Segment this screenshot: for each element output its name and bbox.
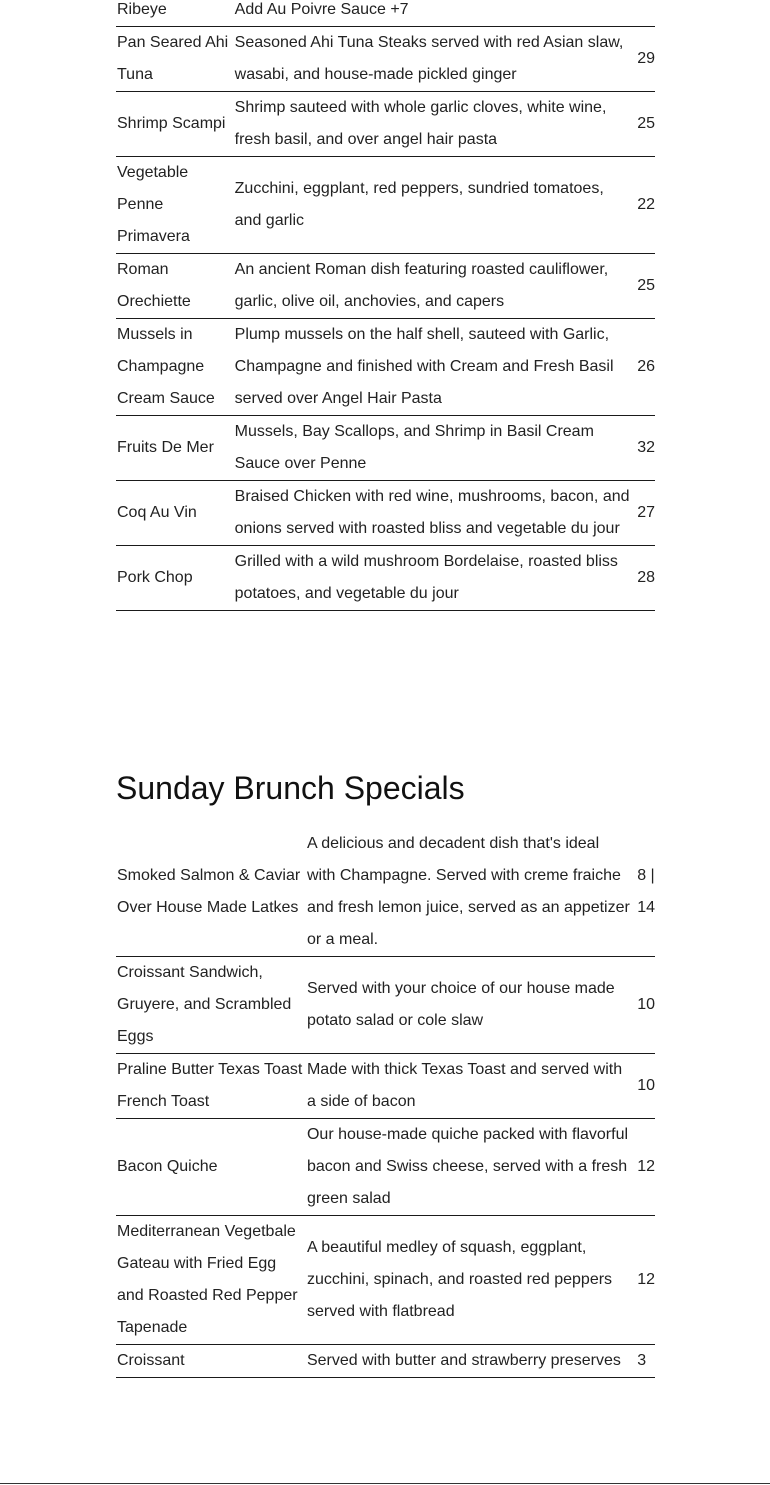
dish-price: 28 — [631, 546, 655, 611]
menu-item-row — [116, 254, 655, 319]
menu-item-row — [116, 157, 655, 254]
dish-name: Mussels in Champagne Cream Sauce — [116, 319, 234, 416]
dish-price: 12 — [631, 1216, 655, 1345]
menu-item-row — [116, 546, 655, 611]
dish-description: A delicious and decadent dish that's ideal with Champagne. Served with creme fraiche and fresh lemon juice, served as an appetizer or a meal. — [306, 828, 631, 957]
dish-name: Fruits De Mer — [116, 416, 234, 481]
section-heading-brunch: Sunday Brunch Specials — [116, 770, 465, 806]
dish-description: Made with thick Texas Toast and served with a side of bacon — [306, 1054, 631, 1119]
dish-price: 29 — [631, 27, 655, 92]
dish-description: Mussels, Bay Scallops, and Shrimp in Basil Cream Sauce over Penne — [234, 416, 632, 481]
dish-name: Shrimp Scampi — [116, 92, 234, 157]
entrees-menu-table — [116, 0, 655, 611]
dish-price: 12 — [631, 1119, 655, 1216]
dish-name: Bacon Quiche — [116, 1119, 306, 1216]
brunch-menu-table — [116, 828, 655, 1378]
menu-item-row — [116, 92, 655, 157]
dish-price: 32 — [631, 416, 655, 481]
dish-price: 26 — [631, 319, 655, 416]
dish-description: Seasoned Ahi Tuna Steaks served with red Asian slaw, wasabi, and house-made pickled ginger — [234, 27, 632, 92]
dish-description: Grilled with a wild mushroom Bordelaise, roasted bliss potatoes, and vegetable du jour — [234, 546, 632, 611]
menu-item-row — [116, 1054, 655, 1119]
menu-item-row — [116, 957, 655, 1054]
dish-description: Add Au Poivre Sauce +7 — [234, 0, 632, 27]
dish-description: A beautiful medley of squash, eggplant, zucchini, spinach, and roasted red peppers served with flatbread — [306, 1216, 631, 1345]
footer-divider — [0, 1483, 770, 1484]
menu-item-row — [116, 1345, 655, 1378]
dish-price — [631, 0, 655, 27]
dish-name: Roman Orechiette — [116, 254, 234, 319]
dish-price: 25 — [631, 92, 655, 157]
menu-item-row — [116, 0, 655, 27]
dish-description: Plump mussels on the half shell, sauteed with Garlic, Champagne and finished with Cream and Fresh Basil served over Angel Hair Pasta — [234, 319, 632, 416]
dish-name: Ribeye — [116, 0, 234, 27]
dish-description: Braised Chicken with red wine, mushrooms, bacon, and onions served with roasted bliss and vegetable du jour — [234, 481, 632, 546]
dish-name: Croissant — [116, 1345, 306, 1378]
dish-name: Smoked Salmon & Caviar Over House Made Latkes — [116, 828, 306, 957]
menu-item-row — [116, 481, 655, 546]
dish-description: Served with butter and strawberry preserves — [306, 1345, 631, 1378]
dish-name: Coq Au Vin — [116, 481, 234, 546]
menu-item-row — [116, 319, 655, 416]
dish-description: Our house-made quiche packed with flavorful bacon and Swiss cheese, served with a fresh green salad — [306, 1119, 631, 1216]
dish-name: Vegetable Penne Primavera — [116, 157, 234, 254]
menu-item-row — [116, 27, 655, 92]
dish-price: 25 — [631, 254, 655, 319]
dish-price: 3 — [631, 1345, 655, 1378]
dish-description: Served with your choice of our house made potato salad or cole slaw — [306, 957, 631, 1054]
dish-name: Croissant Sandwich, Gruyere, and Scrambled Eggs — [116, 957, 306, 1054]
dish-name: Mediterranean Vegetbale Gateau with Fried Egg and Roasted Red Pepper Tapenade — [116, 1216, 306, 1345]
menu-item-row — [116, 1119, 655, 1216]
menu-item-row — [116, 828, 655, 957]
dish-price: 10 — [631, 957, 655, 1054]
dish-name: Praline Butter Texas Toast French Toast — [116, 1054, 306, 1119]
dish-price: 10 — [631, 1054, 655, 1119]
dish-description: An ancient Roman dish featuring roasted cauliflower, garlic, olive oil, anchovies, and capers — [234, 254, 632, 319]
menu-item-row — [116, 1216, 655, 1345]
dish-name: Pan Seared Ahi Tuna — [116, 27, 234, 92]
dish-price: 8 | 14 — [631, 828, 655, 957]
dish-description: Zucchini, eggplant, red peppers, sundried tomatoes, and garlic — [234, 157, 632, 254]
dish-price: 22 — [631, 157, 655, 254]
dish-price: 27 — [631, 481, 655, 546]
menu-item-row — [116, 416, 655, 481]
dish-name: Pork Chop — [116, 546, 234, 611]
dish-description: Shrimp sauteed with whole garlic cloves, white wine, fresh basil, and over angel hair pasta — [234, 92, 632, 157]
